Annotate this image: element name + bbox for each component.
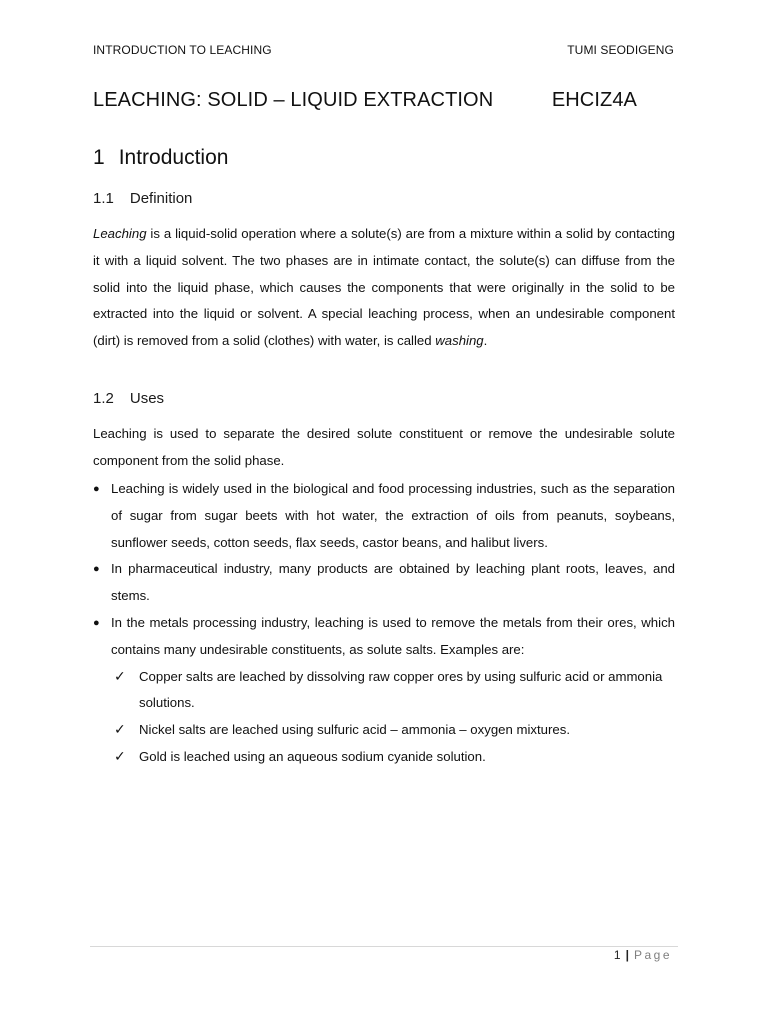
uses-intro-paragraph bbox=[93, 421, 675, 475]
example-text: Nickel salts are leached using sulfuric acid – ammonia – oxygen mixtures. bbox=[139, 722, 570, 738]
term-washing: washing bbox=[435, 333, 484, 349]
subsection-heading-uses bbox=[93, 390, 164, 407]
subsection-heading-definition bbox=[93, 190, 192, 207]
running-header-left: INTRODUCTION TO LEACHING bbox=[93, 43, 272, 57]
checkmark-icon: ✓ bbox=[114, 722, 126, 739]
list-item bbox=[93, 556, 675, 610]
section-heading-introduction bbox=[93, 146, 228, 170]
list-item bbox=[93, 610, 675, 771]
list-item-text: In the metals processing industry, leaching is used to remove the metals from their ores, which contains many undesirable constituents, as solute salts. Examples are: bbox=[111, 614, 675, 657]
page-footer bbox=[614, 948, 672, 962]
course-code: EHCIZ4A bbox=[551, 89, 637, 111]
definition-text: is a liquid-solid operation where a solute(s) are from a mixture within a solid by contacting it with a liquid solvent. The two phases are in intimate contact, the solute(s) can diffuse from the solid into the liquid phase, which causes the components that were originally in the solid to be extracted into the liquid or solvent. A special leaching process, when an undesirable component (dirt) is removed from a solid (clothes) with water, is called bbox=[93, 226, 675, 349]
examples-checklist bbox=[111, 664, 675, 771]
definition-paragraph bbox=[93, 221, 675, 355]
section-title: Introduction bbox=[118, 146, 229, 169]
list-item bbox=[93, 476, 675, 556]
section-number: 1 bbox=[93, 146, 105, 169]
list-item-text: Leaching is widely used in the biological and food processing industries, such as the separation of sugar from sugar beets with hot water, the extraction of oils from peanuts, soybeans, sunflower seeds, cotton seeds, flax seeds, castor beans, and halibut livers. bbox=[111, 481, 675, 550]
checkmark-icon: ✓ bbox=[114, 748, 126, 765]
term-leaching: Leaching bbox=[93, 226, 147, 241]
list-item bbox=[111, 664, 675, 718]
bullet-icon: ● bbox=[93, 563, 100, 576]
document-title bbox=[93, 89, 653, 112]
running-header-right: TUMI SEODIGENG bbox=[567, 43, 674, 57]
list-item-text: In pharmaceutical industry, many products are obtained by leaching plant roots, leaves, and stems. bbox=[111, 561, 675, 604]
page-label: Page bbox=[633, 948, 672, 962]
subsection-number: 1.1 bbox=[93, 190, 114, 207]
page-number: 1 bbox=[613, 948, 621, 962]
subsection-title: Uses bbox=[129, 390, 165, 407]
bullet-icon: ● bbox=[93, 616, 100, 629]
list-item bbox=[111, 744, 675, 771]
footer-divider bbox=[90, 946, 678, 947]
checkmark-icon: ✓ bbox=[114, 668, 126, 685]
bullet-icon: ● bbox=[93, 483, 100, 495]
definition-end: . bbox=[483, 333, 488, 349]
document-title-main: LEACHING: SOLID – LIQUID EXTRACTION bbox=[93, 89, 494, 111]
example-text: Gold is leached using an aqueous sodium cyanide solution. bbox=[139, 748, 486, 764]
footer-separator: | bbox=[625, 948, 629, 962]
subsection-title: Definition bbox=[129, 190, 193, 207]
list-item bbox=[111, 717, 675, 744]
subsection-number: 1.2 bbox=[93, 390, 114, 407]
uses-intro-text: Leaching is used to separate the desired solute constituent or remove the undesirable solute component from the solid phase. bbox=[93, 426, 675, 468]
uses-bullet-list bbox=[93, 476, 675, 771]
example-text: Copper salts are leached by dissolving raw copper ores by using sulfuric acid or ammonia solutions. bbox=[139, 668, 663, 711]
